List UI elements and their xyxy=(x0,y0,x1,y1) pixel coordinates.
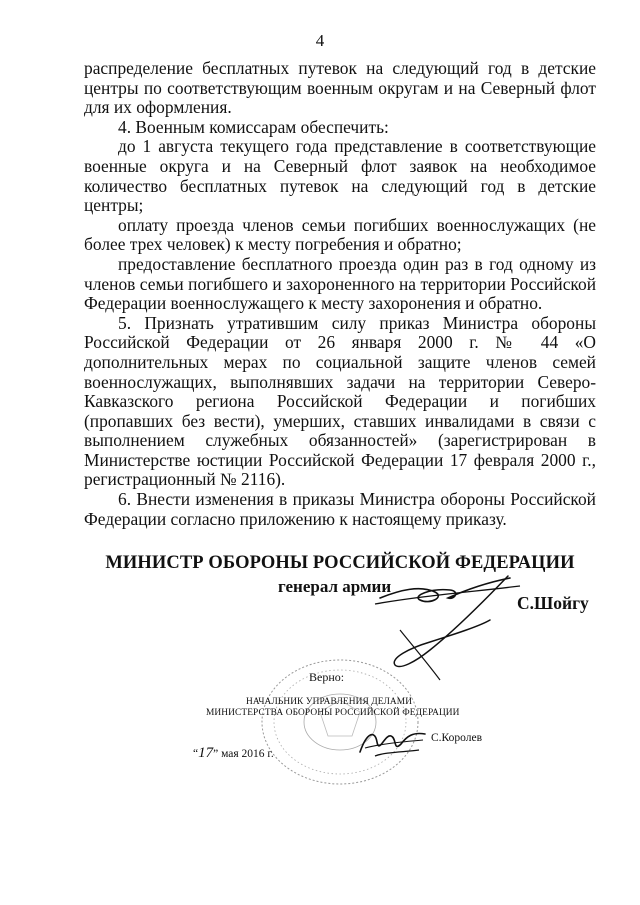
certifier-position-line2: МИНИСТЕРСТВА ОБОРОНЫ РОССИЙСКОЙ ФЕДЕРАЦИИ xyxy=(206,708,460,718)
date-day: 17 xyxy=(198,745,214,761)
page-number: 4 xyxy=(315,31,325,50)
paragraph: распределение бесплатных путевок на следующий год в детские центры по соответствующим военным округам и на Северный флот для их оформления. xyxy=(84,58,596,118)
date-quote-open: “ xyxy=(193,748,199,760)
certifier-signature xyxy=(355,722,430,762)
paragraph: 6. Внести изменения в приказы Министра обороны Российской Федерации согласно приложению к настоящему приказу. xyxy=(84,489,596,529)
certifier-position-line1: НАЧАЛЬНИК УПРАВЛЕНИЯ ДЕЛАМИ xyxy=(246,697,413,707)
signatory-name: С.Шойгу xyxy=(517,593,589,613)
date-month-year: мая 2016 г. xyxy=(218,748,274,760)
paragraph: предоставление бесплатного проезда один раз в год одному из членов семьи погибшего и захороненного на территории Российской Федерации военнослужащего к месту захоронения и обратно. xyxy=(84,253,596,314)
document-body xyxy=(84,59,596,529)
paragraph: 5. Признать утратившим силу приказ Министра обороны Российской Федерации от 26 января 2000 г. № 44 «О дополнительных мерах по социальной защите членов семей военнослужащих, выполнявших задачи на территории Северо-Кавказского региона Российской Федерации и погибших (пропавших без вести), умерших, ставших инвалидами в связи с выполнением служебных обязанностей» (зарегистрирован в Министерстве юстиции Российской Федерации 17 февраля 2000 г., регистрационный № 2116). xyxy=(84,312,596,490)
paragraph: до 1 августа текущего года представление в соответствующие военные округа и на Северный флот заявок на необходимое количество бесплатных путевок на следующий год в детские центры; xyxy=(84,136,596,216)
paragraph: оплату проезда членов семьи погибших военнослужащих (не более трех человек) к месту погребения и обратно; xyxy=(84,214,596,255)
date-quote-close: ” xyxy=(213,748,219,760)
signatory-title: МИНИСТР ОБОРОНЫ РОССИЙСКОЙ ФЕДЕРАЦИИ xyxy=(105,553,575,573)
certifier-name: С.Королев xyxy=(431,732,483,744)
paragraph: 4. Военным комиссарам обеспечить: xyxy=(118,116,389,137)
certified-label: Верно: xyxy=(309,670,345,684)
certification-date xyxy=(193,745,274,762)
signatory-rank: генерал армии xyxy=(278,577,392,596)
